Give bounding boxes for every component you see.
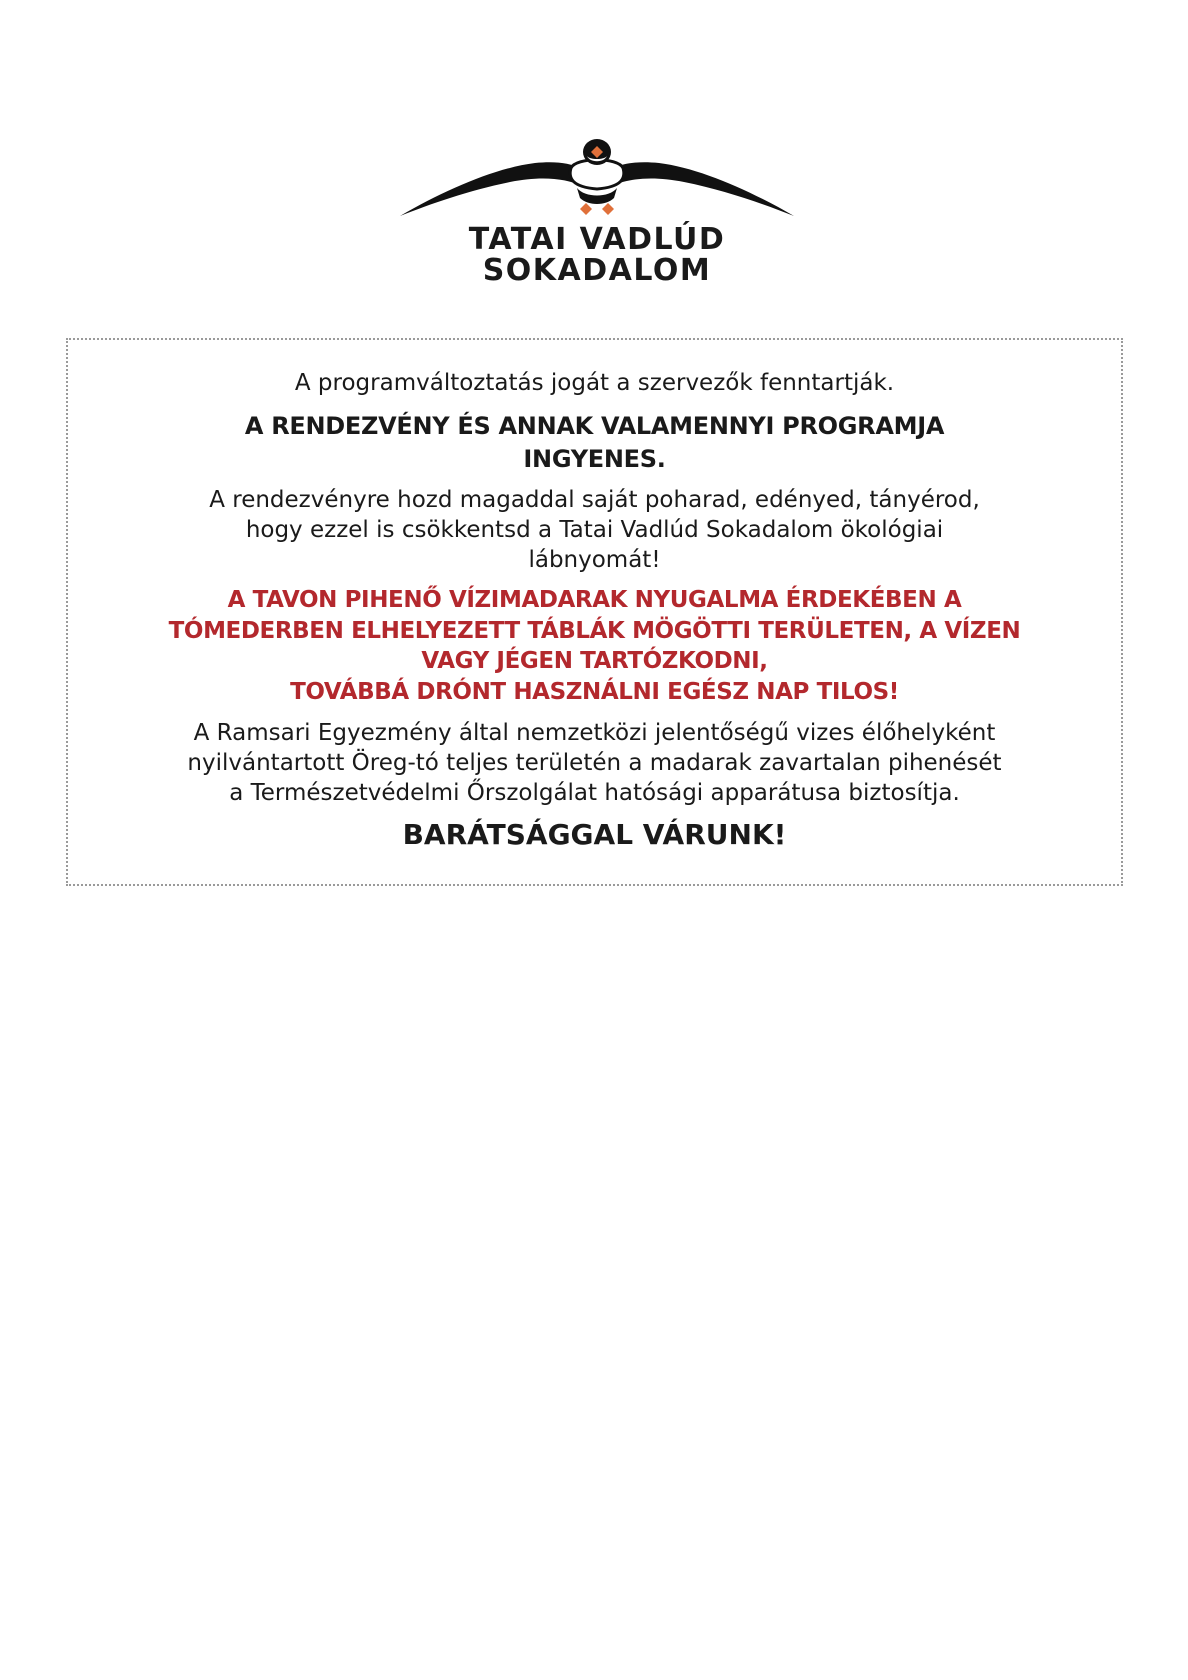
logo-title-line2: SOKADALOM: [482, 253, 712, 288]
warning-line2: TÓMEDERBEN ELHELYEZETT TÁBLÁK MÖGÖTTI TERÜLETEN, A VÍZEN: [168, 617, 1021, 644]
event-logo: [400, 138, 794, 293]
logo-title-line1: TATAI VADLÚD: [468, 222, 726, 257]
free-entry-line2: INGYENES.: [523, 445, 666, 473]
logo-title: [400, 224, 794, 286]
ramsar-notice-line3: a Természetvédelmi Őrszolgálat hatósági apparátusa biztosítja.: [229, 780, 960, 806]
warning-line1: A TAVON PIHENŐ VÍZIMADARAK NYUGALMA ÉRDEKÉBEN A: [227, 587, 962, 613]
warning-line3: VAGY JÉGEN TARTÓZKODNI,: [421, 648, 768, 674]
ramsar-notice-line2: nyilvántartott Öreg-tó teljes területén a madarak zavartalan pihenését: [187, 750, 1002, 776]
eco-notice-line3: lábnyomát!: [528, 547, 661, 573]
ramsar-notice-line1: A Ramsari Egyezmény által nemzetközi jelentőségű vizes élőhelyként: [193, 720, 996, 746]
notice-box: [66, 338, 1123, 886]
free-entry-line1: A RENDEZVÉNY ÉS ANNAK VALAMENNYI PROGRAMJA: [244, 412, 945, 440]
warning-line4: TOVÁBBÁ DRÓNT HASZNÁLNI EGÉSZ NAP TILOS!: [290, 678, 899, 705]
eco-notice-line1: A rendezvényre hozd magaddal saját poharad, edényed, tányérod,: [209, 487, 980, 513]
program-change-notice: A programváltoztatás jogát a szervezők fenntartják.: [294, 370, 895, 396]
closing-greeting: BARÁTSÁGGAL VÁRUNK!: [402, 818, 787, 851]
goose-icon: [400, 138, 794, 228]
eco-notice-line2: hogy ezzel is csökkentsd a Tatai Vadlúd Sokadalom ökológiai: [245, 517, 944, 543]
